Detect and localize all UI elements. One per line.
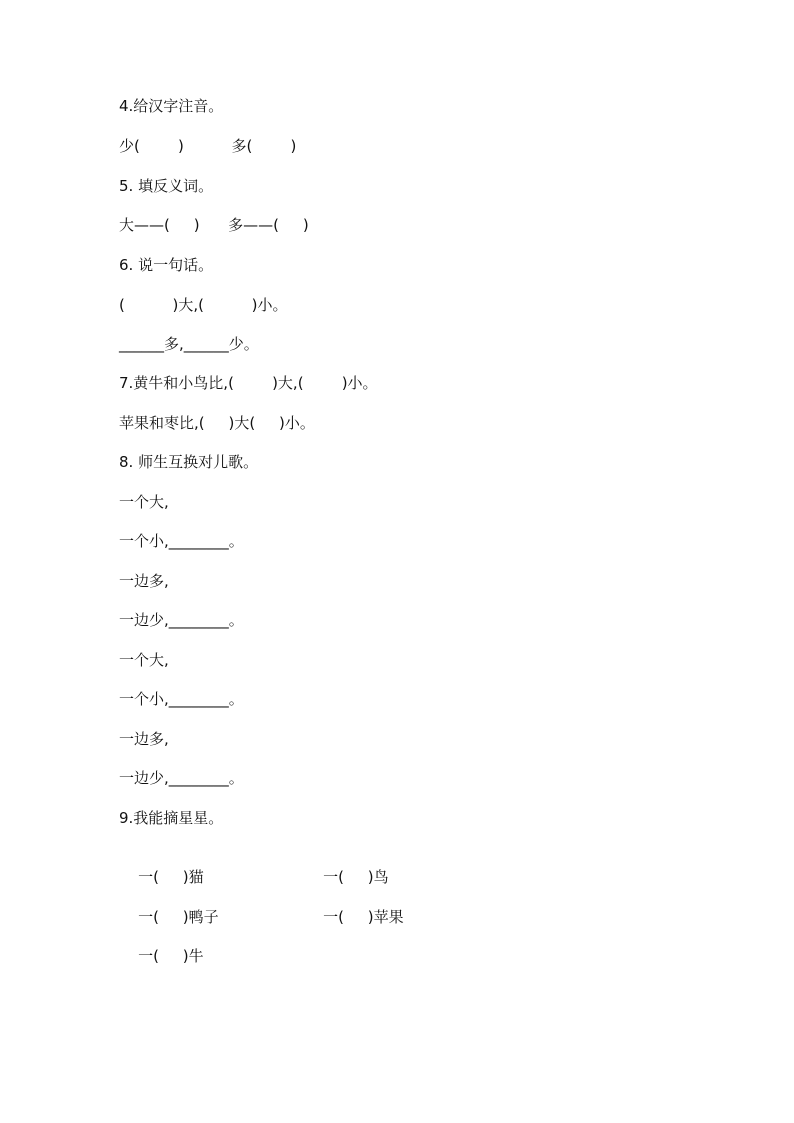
q4-title: 4.给汉字注音。 xyxy=(119,97,224,115)
q8-rhyme-line: 一边少,________。 xyxy=(119,611,244,629)
q7-compare-line-2: 苹果和枣比,( )大( )小。 xyxy=(119,414,315,432)
q5-title: 5. 填反义词。 xyxy=(119,177,214,195)
q9-row-1-col-2 xyxy=(304,847,389,886)
q9-measure-word-cat: 一( )猫 xyxy=(138,868,204,886)
q9-measure-word-apple: 一( )苹果 xyxy=(323,908,404,926)
q9-measure-word-duck: 一( )鸭子 xyxy=(138,908,219,926)
q9-row-3 xyxy=(119,926,204,965)
q8-rhyme-line: 一个小,________。 xyxy=(119,690,244,708)
q8-rhyme-line: 一边多, xyxy=(119,572,169,590)
q4-pinyin-line: 少( ) 多( ) xyxy=(119,137,297,155)
q5-antonym-line: 大——( ) 多——( ) xyxy=(119,216,309,234)
q8-rhyme-line: 一边少,________。 xyxy=(119,769,244,787)
q9-measure-word-cow: 一( )牛 xyxy=(138,947,204,965)
q8-title: 8. 师生互换对儿歌。 xyxy=(119,453,259,471)
q9-measure-word-bird: 一( )鸟 xyxy=(323,868,389,886)
q6-sentence-line-1: ( )大,( )小。 xyxy=(119,296,288,314)
q8-rhyme-line: 一个大, xyxy=(119,651,169,669)
q9-row-1 xyxy=(119,847,204,886)
q8-rhyme-line: 一个小,________。 xyxy=(119,532,244,550)
q8-rhyme-line: 一个大, xyxy=(119,493,169,511)
q8-rhyme-line: 一边多, xyxy=(119,730,169,748)
q6-title: 6. 说一句话。 xyxy=(119,256,214,274)
q9-title: 9.我能摘星星。 xyxy=(119,809,224,827)
q9-row-2-col-2 xyxy=(304,887,404,926)
q7-compare-line-1: 7.黄牛和小鸟比,( )大,( )小。 xyxy=(119,374,378,392)
q9-row-2 xyxy=(119,887,219,926)
q6-sentence-line-2: ______多,______少。 xyxy=(119,335,259,353)
